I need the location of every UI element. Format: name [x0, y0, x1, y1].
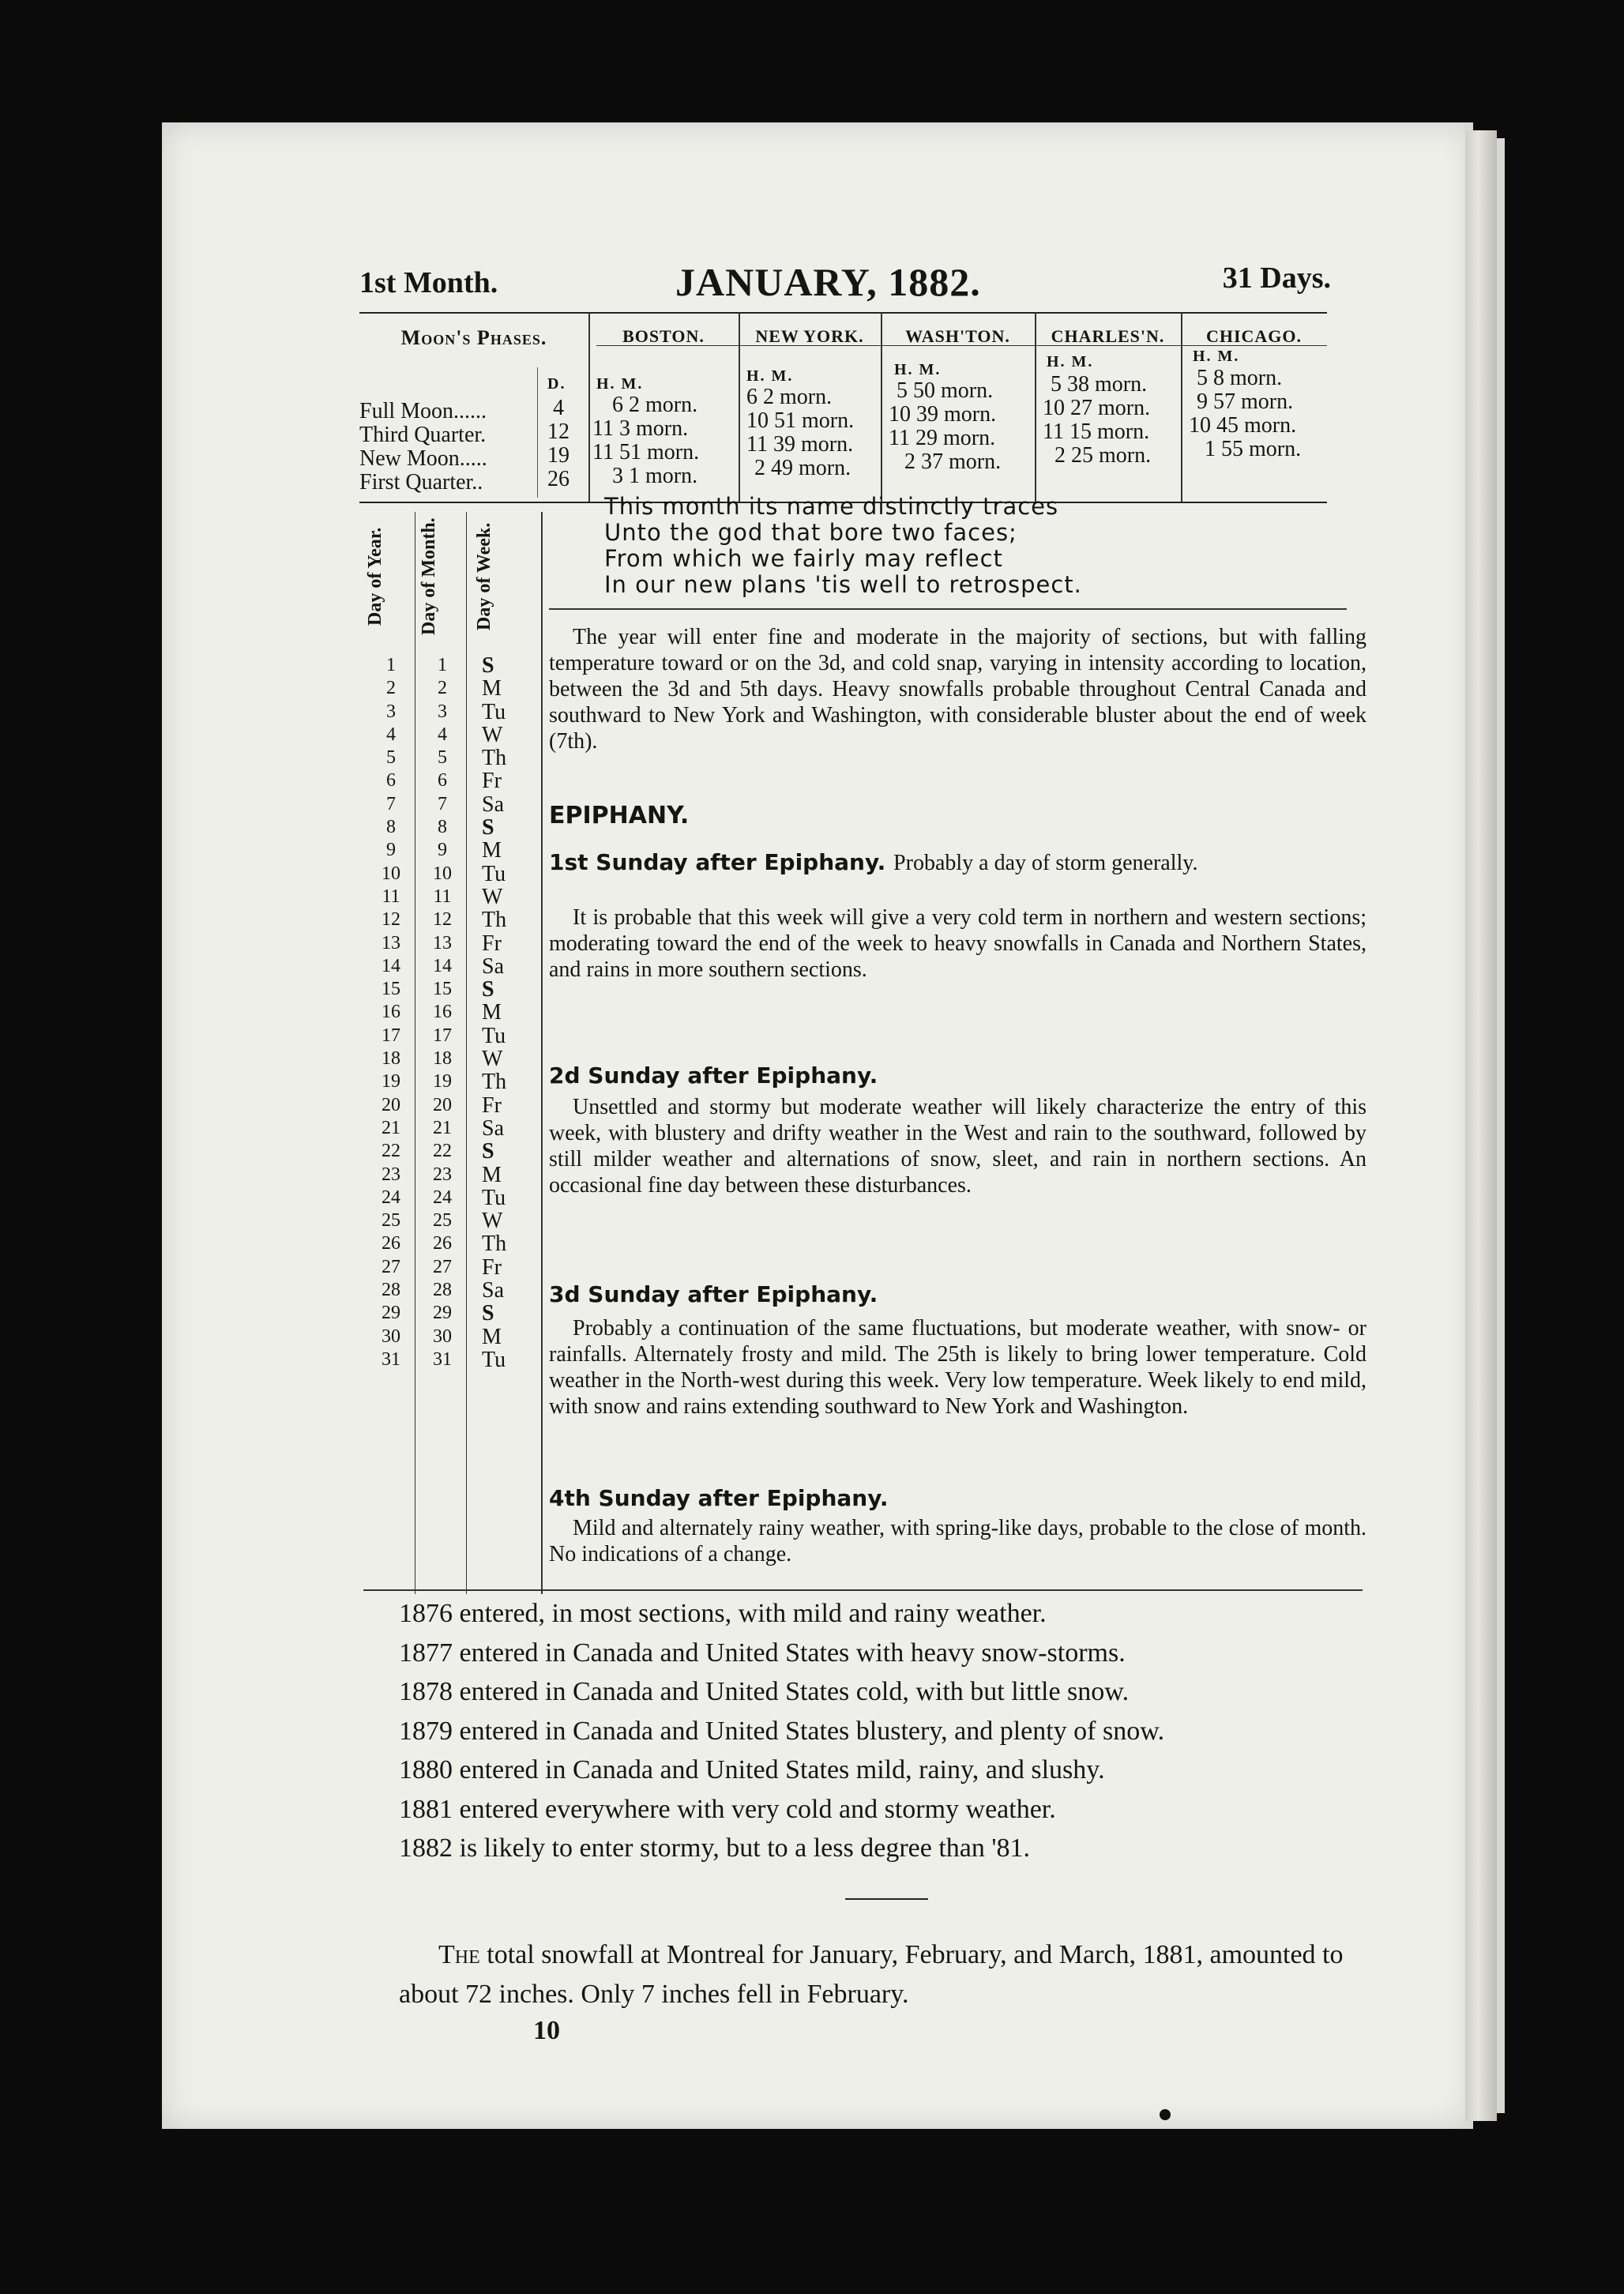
day-of-week-cell: Tu: [482, 1347, 506, 1372]
sunday-1-heading: [549, 849, 1197, 876]
week-4-forecast: Mild and alternately rainy weather, with spring-like days, probable to the close of month. No indications of a change.: [549, 1516, 1366, 1566]
sunday-4-heading: 4th Sunday after Epiphany.: [549, 1485, 889, 1511]
sunday-3-heading: 3d Sunday after Epiphany.: [549, 1281, 878, 1307]
hm-header-newyork: H. M.: [746, 367, 794, 385]
phase-day: 12: [547, 419, 570, 444]
day-of-year-cell: 3: [386, 701, 396, 722]
day-of-year-cell: 15: [382, 979, 400, 1000]
day-of-year-cell: 18: [382, 1048, 400, 1070]
day-of-week-cell: S: [482, 653, 494, 678]
day-of-month-cell: 7: [438, 793, 447, 814]
day-of-week-cell: Sa: [482, 1115, 504, 1141]
phase-time: 2 49 morn.: [754, 456, 851, 480]
year-entry: 1878 entered in Canada and United States cold, with but little snow.: [399, 1677, 1130, 1706]
city-boston: BOSTON.: [622, 326, 705, 346]
day-of-month-cell: 4: [438, 724, 447, 745]
sunday-1-desc: Probably a day of storm generally.: [893, 851, 1198, 875]
phase-day: 19: [547, 443, 570, 468]
phase-time: 6 2 morn.: [746, 385, 833, 409]
day-of-week-cell: Tu: [482, 1023, 506, 1048]
phase-time: 5 8 morn.: [1197, 366, 1283, 390]
day-of-year-cell: 29: [382, 1303, 400, 1324]
hm-header-boston: H. M.: [596, 375, 644, 393]
phase-name: Third Quarter.: [359, 423, 487, 447]
day-of-week-cell: Fr: [482, 1092, 502, 1118]
day-of-year-cell: 14: [382, 955, 400, 976]
column-divider: [466, 512, 467, 1594]
day-of-week-cell: Th: [482, 1070, 507, 1095]
day-of-month-cell: 26: [433, 1233, 452, 1254]
year-entry: 1882 is likely to enter stormy, but to a less degree than '81.: [399, 1833, 1030, 1863]
phase-time: 11 51 morn.: [592, 440, 700, 464]
day-of-year-cell: 19: [382, 1071, 400, 1092]
day-of-month-cell: 18: [433, 1048, 452, 1070]
phase-time: 2 25 morn.: [1054, 443, 1152, 468]
day-of-month-cell: 17: [433, 1025, 452, 1046]
year-entry: 1881 entered everywhere with very cold and stormy weather.: [399, 1794, 1056, 1824]
day-of-year-cell: 12: [382, 909, 400, 931]
day-of-month-cell: 28: [433, 1280, 452, 1301]
day-of-month-cell: 14: [433, 955, 452, 976]
phase-time: 6 2 morn.: [612, 393, 698, 417]
day-of-week-cell: S: [482, 815, 494, 841]
day-of-month-cell: 15: [433, 979, 452, 1000]
day-of-month-cell: 2: [438, 678, 447, 699]
phase-time: 5 50 morn.: [897, 378, 994, 403]
day-of-year-cell: 27: [382, 1256, 400, 1277]
ink-speck: [1160, 2109, 1171, 2120]
phase-time: 10 45 morn.: [1189, 413, 1297, 438]
phase-time: 11 15 morn.: [1043, 419, 1150, 444]
day-of-week-cell: M: [482, 838, 502, 863]
phase-time: 11 3 morn.: [592, 416, 689, 441]
day-of-month-cell: 10: [433, 863, 452, 884]
day-of-month-cell: 20: [433, 1094, 452, 1115]
week-2-forecast: Unsettled and stormy but moderate weather will likely characterize the entry of this week, with blustery and drifty weather in the West and rain to the southward, followed by still milder weather and alternations of snow, sleet, and rain in northern sections. An occasional fine day between these disturbances.: [549, 1095, 1366, 1198]
column-divider: [541, 512, 543, 1594]
day-of-year-cell: 9: [386, 840, 396, 861]
day-of-month-cell: 1: [438, 655, 447, 675]
page-header: [359, 237, 1331, 304]
city-new-york: NEW YORK.: [755, 326, 864, 346]
day-of-year-cell: 24: [382, 1186, 400, 1208]
day-header: D.: [547, 375, 566, 393]
sunday-1-title: 1st Sunday after Epiphany.: [549, 849, 886, 875]
day-of-week-cell: W: [482, 722, 503, 747]
day-of-week-cell: Sa: [482, 953, 504, 979]
page-title: JANUARY, 1882.: [675, 260, 981, 304]
phase-day: 26: [547, 467, 570, 491]
day-of-week-cell: W: [482, 1047, 503, 1072]
day-of-year-cell: 20: [382, 1094, 400, 1115]
phase-name: First Quarter..: [359, 470, 483, 495]
day-of-week-cell: Fr: [482, 769, 502, 794]
poem-rule: [549, 608, 1347, 610]
day-of-year-cell: 7: [386, 793, 396, 814]
day-of-year-cell: 30: [382, 1326, 400, 1347]
forecast-intro: The year will enter fine and moderate in the majority of sections, but with falling temperature toward or on the 3d, and cold snap, varying in intensity according to location, between the 3d and 5th days. Heavy snowfalls probable throughout Central Canada and southward to New York and Washington, with considerable bluster about the end of week (7th).: [549, 625, 1366, 754]
poem-line: From which we fairly may reflect: [604, 545, 1003, 572]
day-of-week-cell: Tu: [482, 699, 506, 724]
day-of-week-cell: Th: [482, 746, 507, 771]
day-of-year-cell: 31: [382, 1348, 400, 1370]
moon-phases-table: [359, 312, 1327, 498]
year-entry: 1880 entered in Canada and United States mild, rainy, and slushy.: [399, 1755, 1105, 1784]
day-of-year-cell: 26: [382, 1233, 400, 1254]
day-of-year-cell: 8: [386, 817, 396, 838]
city-chicago: CHICAGO.: [1205, 326, 1303, 346]
day-of-week-header: Day of Week.: [474, 522, 494, 631]
day-of-year-cell: 22: [382, 1141, 400, 1162]
section-divider: [845, 1898, 928, 1900]
day-of-year-cell: 11: [382, 886, 400, 907]
phase-name: New Moon.....: [359, 446, 487, 471]
calendar-bottom-rule: [363, 1589, 1363, 1591]
day-of-year-cell: 17: [382, 1025, 400, 1046]
day-of-month-cell: 23: [433, 1164, 452, 1185]
day-of-week-cell: Fr: [482, 1254, 502, 1280]
snowfall-note: [399, 1935, 1370, 2014]
page-edge-shadow: [1497, 138, 1505, 2113]
month-label: 1st Month.: [359, 266, 498, 299]
day-of-year-header: Day of Year.: [365, 527, 385, 626]
phase-time: 9 57 morn.: [1197, 389, 1294, 414]
day-of-week-cell: Fr: [482, 931, 502, 956]
page-edge: [1465, 130, 1497, 2121]
week-1-forecast: It is probable that this week will give a very cold term in northern and western sections; moderating toward the end of the week to heavy snowfalls in Canada and Northern States, and rains in more southern sections.: [549, 905, 1366, 982]
phases-header: Moon's Phases.: [400, 326, 547, 349]
day-of-week-cell: S: [482, 977, 494, 1002]
day-of-week-cell: Sa: [482, 1278, 504, 1303]
day-of-month-cell: 16: [433, 1002, 452, 1023]
phase-day: 4: [553, 396, 564, 420]
day-of-month-cell: 22: [433, 1141, 452, 1162]
snowfall-note-lead: The: [438, 1940, 480, 1969]
day-of-week-column: [482, 654, 537, 1371]
phase-time: 11 39 morn.: [746, 432, 854, 457]
day-of-year-cell: 5: [386, 747, 396, 769]
day-of-month-cell: 9: [438, 840, 447, 861]
day-of-month-cell: 5: [438, 747, 447, 769]
days-label: 31 Days.: [1222, 261, 1331, 295]
day-of-month-cell: 25: [433, 1210, 452, 1232]
day-of-week-cell: Tu: [482, 1185, 506, 1210]
day-of-month-cell: 8: [438, 817, 447, 838]
day-of-month-cell: 13: [433, 932, 452, 953]
day-of-month-cell: 31: [433, 1348, 452, 1370]
week-3-forecast: Probably a continuation of the same fluctuations, but moderate weather, with snow- or rainfalls. Alternately frosty and mild. The 25th is likely to bring lower temperature. Cold weather in the North-west during this week. Very low temperature. Week likely to end mild, with snow and rains extending southward to New York and Washington.: [549, 1316, 1366, 1419]
city-charleston: CHARLES'N.: [1051, 326, 1165, 346]
day-of-week-cell: M: [482, 676, 502, 701]
poem-line: Unto the god that bore two faces;: [604, 519, 1017, 546]
phase-name: Full Moon......: [359, 399, 487, 423]
day-of-year-column: [371, 654, 411, 1371]
day-of-year-cell: 23: [382, 1164, 400, 1185]
page-number: 10: [533, 2016, 560, 2045]
day-of-week-cell: Sa: [482, 792, 504, 817]
hm-header-chicago: H. M.: [1193, 348, 1240, 365]
city-washington: WASH'TON.: [905, 326, 1010, 346]
day-of-month-cell: 19: [433, 1071, 452, 1092]
day-of-year-cell: 16: [382, 1002, 400, 1023]
day-of-week-cell: W: [482, 884, 503, 909]
snowfall-note-text: total snowfall at Montreal for January, February, and March, 1881, amounted to about 72 inches. Only 7 inches fell in February.: [399, 1940, 1344, 2009]
day-of-week-cell: Tu: [482, 861, 506, 886]
year-entry: 1876 entered, in most sections, with mild and rainy weather.: [399, 1599, 1047, 1628]
hm-header-washington: H. M.: [894, 361, 942, 378]
day-of-year-cell: 10: [382, 863, 400, 884]
phase-time: 5 38 morn.: [1051, 372, 1148, 397]
phase-time: 10 27 morn.: [1043, 396, 1151, 420]
day-of-month-cell: 27: [433, 1256, 452, 1277]
day-of-year-cell: 13: [382, 932, 400, 953]
hm-header-charleston: H. M.: [1047, 353, 1094, 370]
year-entry: 1879 entered in Canada and United States blustery, and plenty of snow.: [399, 1716, 1165, 1746]
day-of-year-cell: 25: [382, 1210, 400, 1232]
day-of-year-cell: 2: [386, 678, 396, 699]
day-of-month-cell: 30: [433, 1326, 452, 1347]
day-of-month-cell: 12: [433, 909, 452, 931]
day-of-month-cell: 3: [438, 701, 447, 722]
phase-time: 2 37 morn.: [904, 449, 1002, 474]
sunday-2-heading: 2d Sunday after Epiphany.: [549, 1062, 878, 1089]
day-of-week-cell: W: [482, 1209, 503, 1234]
day-of-month-header: Day of Month.: [419, 517, 439, 636]
month-poem: [604, 494, 1082, 598]
day-of-week-cell: S: [482, 1139, 494, 1164]
day-of-week-cell: Th: [482, 908, 507, 933]
day-of-week-cell: Th: [482, 1232, 507, 1257]
year-entry: 1877 entered in Canada and United States with heavy snow-storms.: [399, 1638, 1126, 1668]
year-entries-list: [399, 1594, 1164, 1868]
poem-line: In our new plans 'tis well to retrospect.: [604, 571, 1082, 598]
day-of-week-cell: M: [482, 1162, 502, 1187]
day-of-week-cell: M: [482, 1000, 502, 1025]
epiphany-heading: EPIPHANY.: [549, 802, 690, 829]
day-of-month-cell: 24: [433, 1186, 452, 1208]
day-of-week-cell: S: [482, 1301, 494, 1326]
phase-time: 3 1 morn.: [612, 464, 698, 488]
day-of-month-cell: 6: [438, 770, 447, 792]
day-of-month-cell: 11: [433, 886, 452, 907]
day-of-year-cell: 6: [386, 770, 396, 792]
phase-time: 11 29 morn.: [889, 426, 996, 450]
day-of-year-cell: 21: [382, 1117, 400, 1138]
day-of-month-column: [423, 654, 462, 1371]
phase-time: 1 55 morn.: [1205, 437, 1302, 461]
phase-time: 10 39 morn.: [889, 402, 997, 427]
day-of-year-cell: 28: [382, 1280, 400, 1301]
day-of-year-cell: 1: [386, 655, 396, 675]
day-of-week-cell: M: [482, 1324, 502, 1349]
day-of-month-cell: 21: [433, 1117, 452, 1138]
day-of-year-cell: 4: [386, 724, 396, 745]
poem-line: This month its name distinctly traces: [604, 493, 1059, 520]
day-of-month-cell: 29: [433, 1303, 452, 1324]
phase-time: 10 51 morn.: [746, 408, 855, 433]
